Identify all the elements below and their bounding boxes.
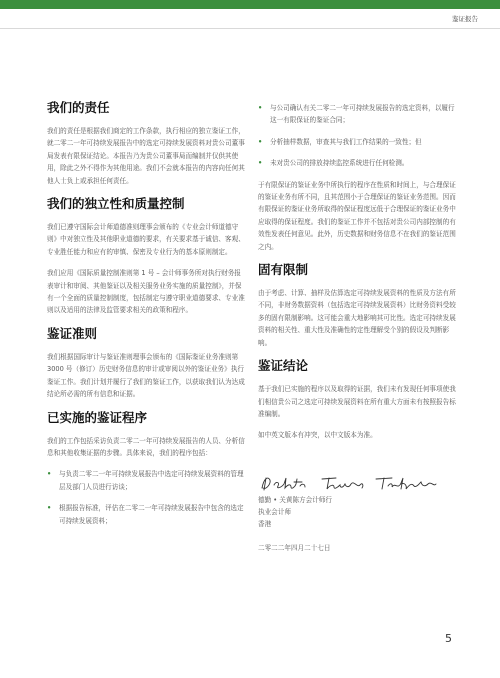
limitations-paragraph: 由于考虑、计算、抽样及估算选定可持续发展资料的性质及方法有所不同，非财务数据资料（包括选定可持续发展资料）比财务资料受较多的固有限制影响。这可能会重大地影响其可比性。选定可持续发展资料的相关性、重大性及准确性的定性理解受个别的假设及判断影响。 [258, 289, 456, 347]
procedures-list-continued [258, 102, 458, 170]
list-item [258, 102, 458, 127]
list-item [47, 468, 247, 493]
criteria-paragraph: 我们根据国际审计与鉴证准则理事会颁布的《国际鉴证业务准则第 3000 号（修订）历史财务信息的审计或审阅以外的鉴证业务》执行鉴证工作。我们计划并履行了我们的鉴证工作，以获取我们认为达成结论所必需的所有信息和证据。 [47, 352, 245, 399]
independence-paragraph-1: 我们已遵守国际会计师道德准则理事会颁布的《专业会计师道德守则》中对独立性及其他职业道德的要求，有关要求基于诚信、客观、专业胜任能力和应有的审慎、保密及专业行为的基本原则制定。 [47, 223, 245, 256]
list-item-text: 与负责二零二一年可持续发展报告中选定可持续发展资料的管理层及部门人员进行访谈； [59, 470, 244, 491]
responsibility-paragraph: 我们的责任是根据我们商定的工作条款，执行相应的独立鉴证工作，就二零二一年可持续发展报告中的选定可持续发展资料对贵公司董事局发表有限保证结论。本报告乃为贵公司董事局而编制并仅供其使用，除此之外不得作为其他用途。我们不会就本报告的内容向任何其他人士负上或承担任何责任。 [47, 127, 245, 185]
list-item-text: 分析抽样数据，审查其与我们工作结果的一致性；但 [270, 137, 422, 146]
header-title: 鉴证报告 [452, 15, 478, 23]
procedures-section [47, 410, 247, 527]
procedures-list [47, 468, 247, 527]
signatory-role: 执业会计师 [258, 507, 291, 516]
independence-heading: 我们的独立性和质量控制 [47, 196, 185, 212]
list-item [258, 157, 458, 169]
left-column [47, 100, 247, 536]
bullet-icon: • [47, 504, 52, 513]
right-column [258, 102, 458, 554]
conclusion-section [258, 358, 458, 442]
page-number: 5 [445, 632, 452, 645]
independence-section [47, 196, 247, 317]
independence-paragraph-2: 我们应用《国际质量控制准则第 1 号 – 会计师事务所对执行财务报表审计和审阅、其他鉴证以及相关服务业务实施的质量控制》，并保有一个全面的质量控制制度，包括制定与遵守职业道德要求、专业准则以及适用的法律及监管要求相关的政策和程序。 [47, 269, 245, 315]
header-accent-bar [0, 0, 500, 9]
procedures-paragraph: 我们的工作包括采访负责二零二一年可持续发展报告的人员、分析信息和其他收集证据的步骤。具体来说，我们的程序包括： [47, 436, 245, 457]
list-item-text: 根据报告标准，评估在二零二一年可持续发展报告中包含的选定可持续发展资料； [59, 504, 244, 525]
bullet-icon: • [258, 159, 263, 168]
signature-image [258, 472, 458, 494]
list-item-text: 与公司确认有关二零二一年可持续发展报告的选定资料，以履行这一有限保证的鉴证合同； [270, 104, 455, 125]
limitations-section [258, 262, 458, 349]
signature-block [258, 494, 458, 554]
bullet-icon: • [47, 470, 52, 479]
responsibility-section [47, 100, 247, 187]
criteria-heading: 鉴证准则 [47, 325, 98, 341]
procedures-heading: 已实施的鉴证程序 [47, 409, 148, 425]
list-item [47, 502, 247, 527]
bullet-icon: • [258, 104, 263, 112]
bullet-icon: • [258, 137, 263, 146]
header-divider [0, 28, 500, 29]
assurance-scope-paragraph: 于有限保证的鉴证业务中所执行的程序在性质和时间上，与合理保证的鉴证业务有所不同，且其范围小于合理保证的鉴证业务范围。因而有限保证的鉴证业务所取得的保证程度远低于合理保证的鉴证业务中应取得的保证程度。我们的鉴证工作并不包括对贵公司内部控制的有效性发表任何意见。此外，历史数据和财务信息不在我们的鉴证范围之内。 [258, 180, 456, 251]
signatory-location: 香港 [258, 519, 272, 528]
firm-name: 德勤 • 关黄陈方会计师行 [258, 495, 333, 504]
criteria-section [47, 326, 247, 401]
list-item [258, 136, 458, 148]
responsibility-heading: 我们的责任 [47, 100, 110, 115]
conclusion-heading: 鉴证结论 [258, 358, 309, 374]
language-note: 如中英文版本有冲突，以中文版本为准。 [258, 431, 377, 440]
handwritten-signature [258, 472, 458, 494]
report-date: 二零二二年四月二十七日 [258, 543, 331, 552]
list-item-text: 未对贵公司的排放持续监控系统进行任何检测。 [270, 159, 409, 168]
limitations-heading: 固有限制 [258, 262, 309, 278]
conclusion-paragraph: 基于我们已实施的程序以及取得的证据，我们未有发现任何事项使我们相信贵公司之选定可持续发展资料在所有重大方面未有按照报告标准编制。 [258, 385, 456, 418]
